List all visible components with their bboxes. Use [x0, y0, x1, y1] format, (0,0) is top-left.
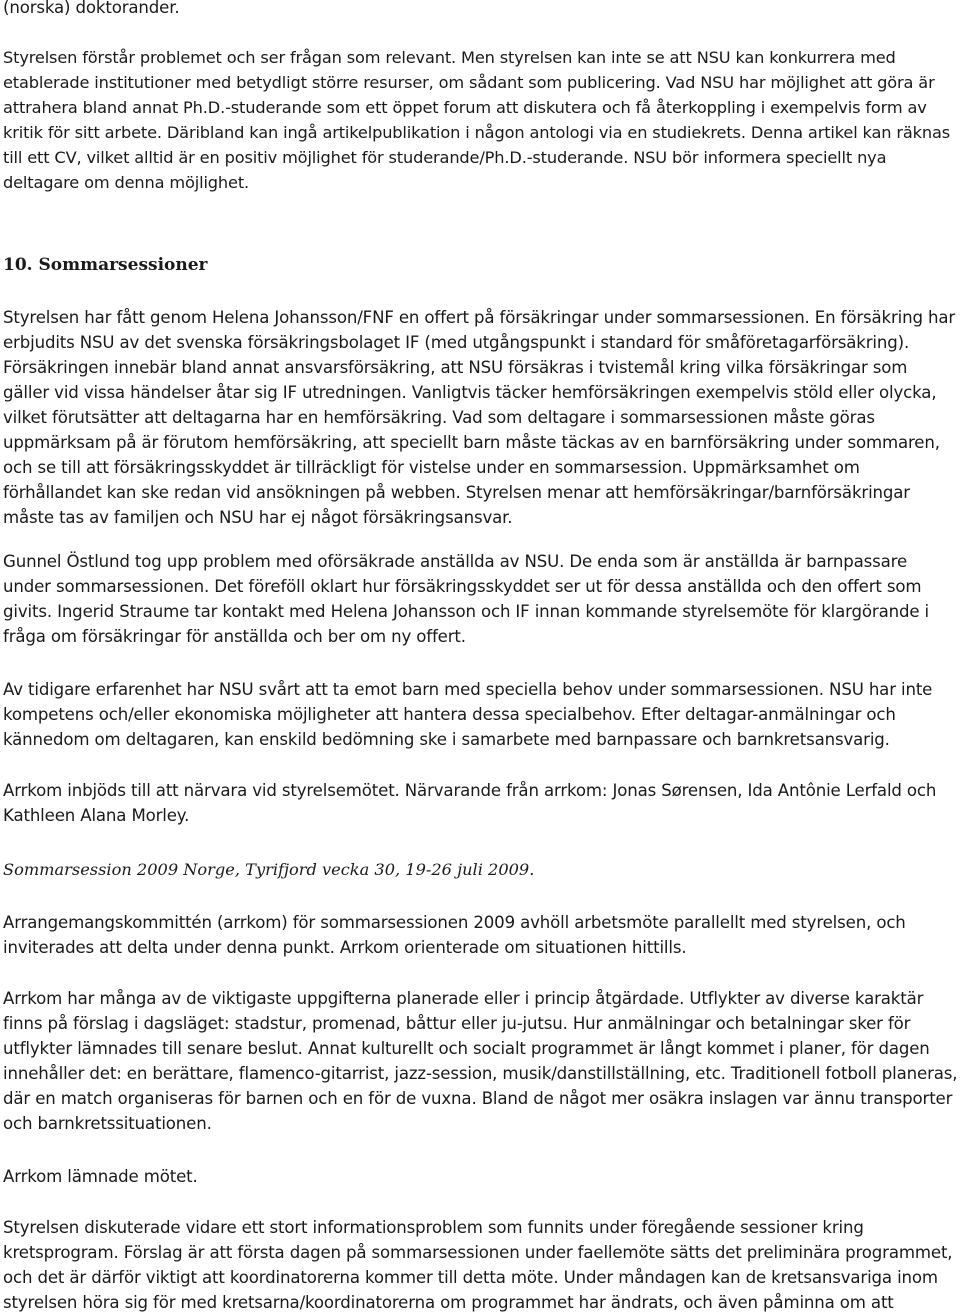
italic-session-heading: Sommarsession 2009 Norge, Tyrifjord vecka 30, 19-26 juli 2009.: [3, 860, 535, 879]
paragraph-publication: Styrelsen förstår problemet och ser frågan som relevant. Men styrelsen kan inte se att NSU kan konkurrera med etablerade institutioner med betydligt större resurser, om sådant som publicering. Vad NSU har möjlighet att göra är attrahera bland annat Ph.D.-studerande som ett öppet forum att diskutera och få återkoppling i exempelvis form av kritik för sitt arbete. Däribland kan ingå artikelpublikation i någon antologi via en studiekrets. Denna artikel kan räknas till ett CV, vilket alltid är en positiv möjlighet för studerande/Ph.D.-studerande. NSU bör informera speciellt nya deltagare om denna möjlighet.: [3, 48, 951, 192]
paragraph-insurance-offer: Styrelsen har fått genom Helena Johansson/FNF en offert på försäkringar under sommarsessionen. En försäkring har erbjudits NSU av det svenska försäkringsbolaget IF (med utgångspunkt i standard för småföretagarförsäkring). Försäkringen innebär bland annat ansvarsförsäkring, att NSU försäkras i tvistemål kring vilka försäkringar som gäller vid vissa händelser åtar sig IF utredningen. Vanligtvis täcker hemförsäkringen exempelvis stöld eller olycka, vilket förutsätter att deltagarna har en hemförsäkring. Vad som deltagare i sommarsessionen måste göras uppmärksam på är förutom hemförsäkring, att speciellt barn måste täckas av en barnförsäkring under sommaren, och se till att försäkringsskyddet är tillräckligt för vistelse under en sommarsession. Uppmärksamhet om förhållandet kan ske redan vid ansökningen på webben. Styrelsen menar att hemförsäkringar/barnförsäkringar måste tas av familjen och NSU har ej något försäkringsansvar.: [3, 308, 956, 527]
paragraph-uninsured-staff: Gunnel Östlund tog upp problem med oförsäkrade anställda av NSU. De enda som är anställda är barnpassare under sommarsessionen. Det föreföll oklart hur försäkringsskyddet ser ut för dessa anställda och den offert som givits. Ingerid Straume tar kontakt med Helena Johansson och IF innan kommande styrelsemöte för klargörande i fråga om försäkringar för anställda och ber om ny offert.: [3, 552, 929, 646]
paragraph-circle-program: Styrelsen diskuterade vidare ett stort informationsproblem som funnits under föregående sessioner kring kretsprogram. Förslag är att första dagen på sommarsessionen under faellemöte sätts det preliminära programmet, och det är därför viktigt att koordinatorerna kommer till detta möte. Under måndagen kan de kretsansvariga inom styrelsen höra sig för med kretsarna/koordinatorerna om programmet har ändrats, och även påminna om att: [3, 1218, 953, 1312]
section-heading: 10. Sommarsessioner: [3, 255, 208, 275]
paragraph-arrkom-invited: Arrkom inbjöds till att närvara vid styrelsemötet. Närvarande från arrkom: Jonas Sørensen, Ida Antônie Lerfald och Kathleen Alana Morley.: [3, 781, 937, 825]
paragraph-arrkom-meeting: Arrangemangskommittén (arrkom) för sommarsessionen 2009 avhöll arbetsmöte parallellt med styrelsen, och inviterades att delta under denna punkt. Arrkom orienterade om situationen hittills.: [3, 913, 906, 957]
paragraph-continuation: (norska) doktorander.: [3, 0, 180, 17]
paragraph-arrkom-planning: Arrkom har många av de viktigaste uppgifterna planerade eller i princip åtgärdade. Utflykter av diverse karaktär finns på förslag i dagsläget: stadstur, promenad, båttur eller ju-jutsu. Hur anmälningar och betalningar sker för utflykter lämnades till senare beslut. Annat kulturellt och socialt programmet är långt kommet i planer, för dagen innehåller det: en berättare, flamenco-gitarrist, jazz-session, musik/danstillställning, etc. Traditionell fotboll planeras, där en match organiseras för barnen och en för de vuxna. Bland de något mer osäkra inslagen var ännu transporter och barnkretssituationen.: [3, 989, 958, 1133]
paragraph-arrkom-left: Arrkom lämnade mötet.: [3, 1167, 198, 1186]
paragraph-special-needs: Av tidigare erfarenhet har NSU svårt att ta emot barn med speciella behov under sommarsessionen. NSU har inte kompetens och/eller ekonomiska möjligheter att hantera dessa specialbehov. Efter deltagar-anmälningar och kännedom om deltagaren, kan enskild bedömning ske i samarbete med barnpassare och barnkretsansvarig.: [3, 680, 933, 749]
